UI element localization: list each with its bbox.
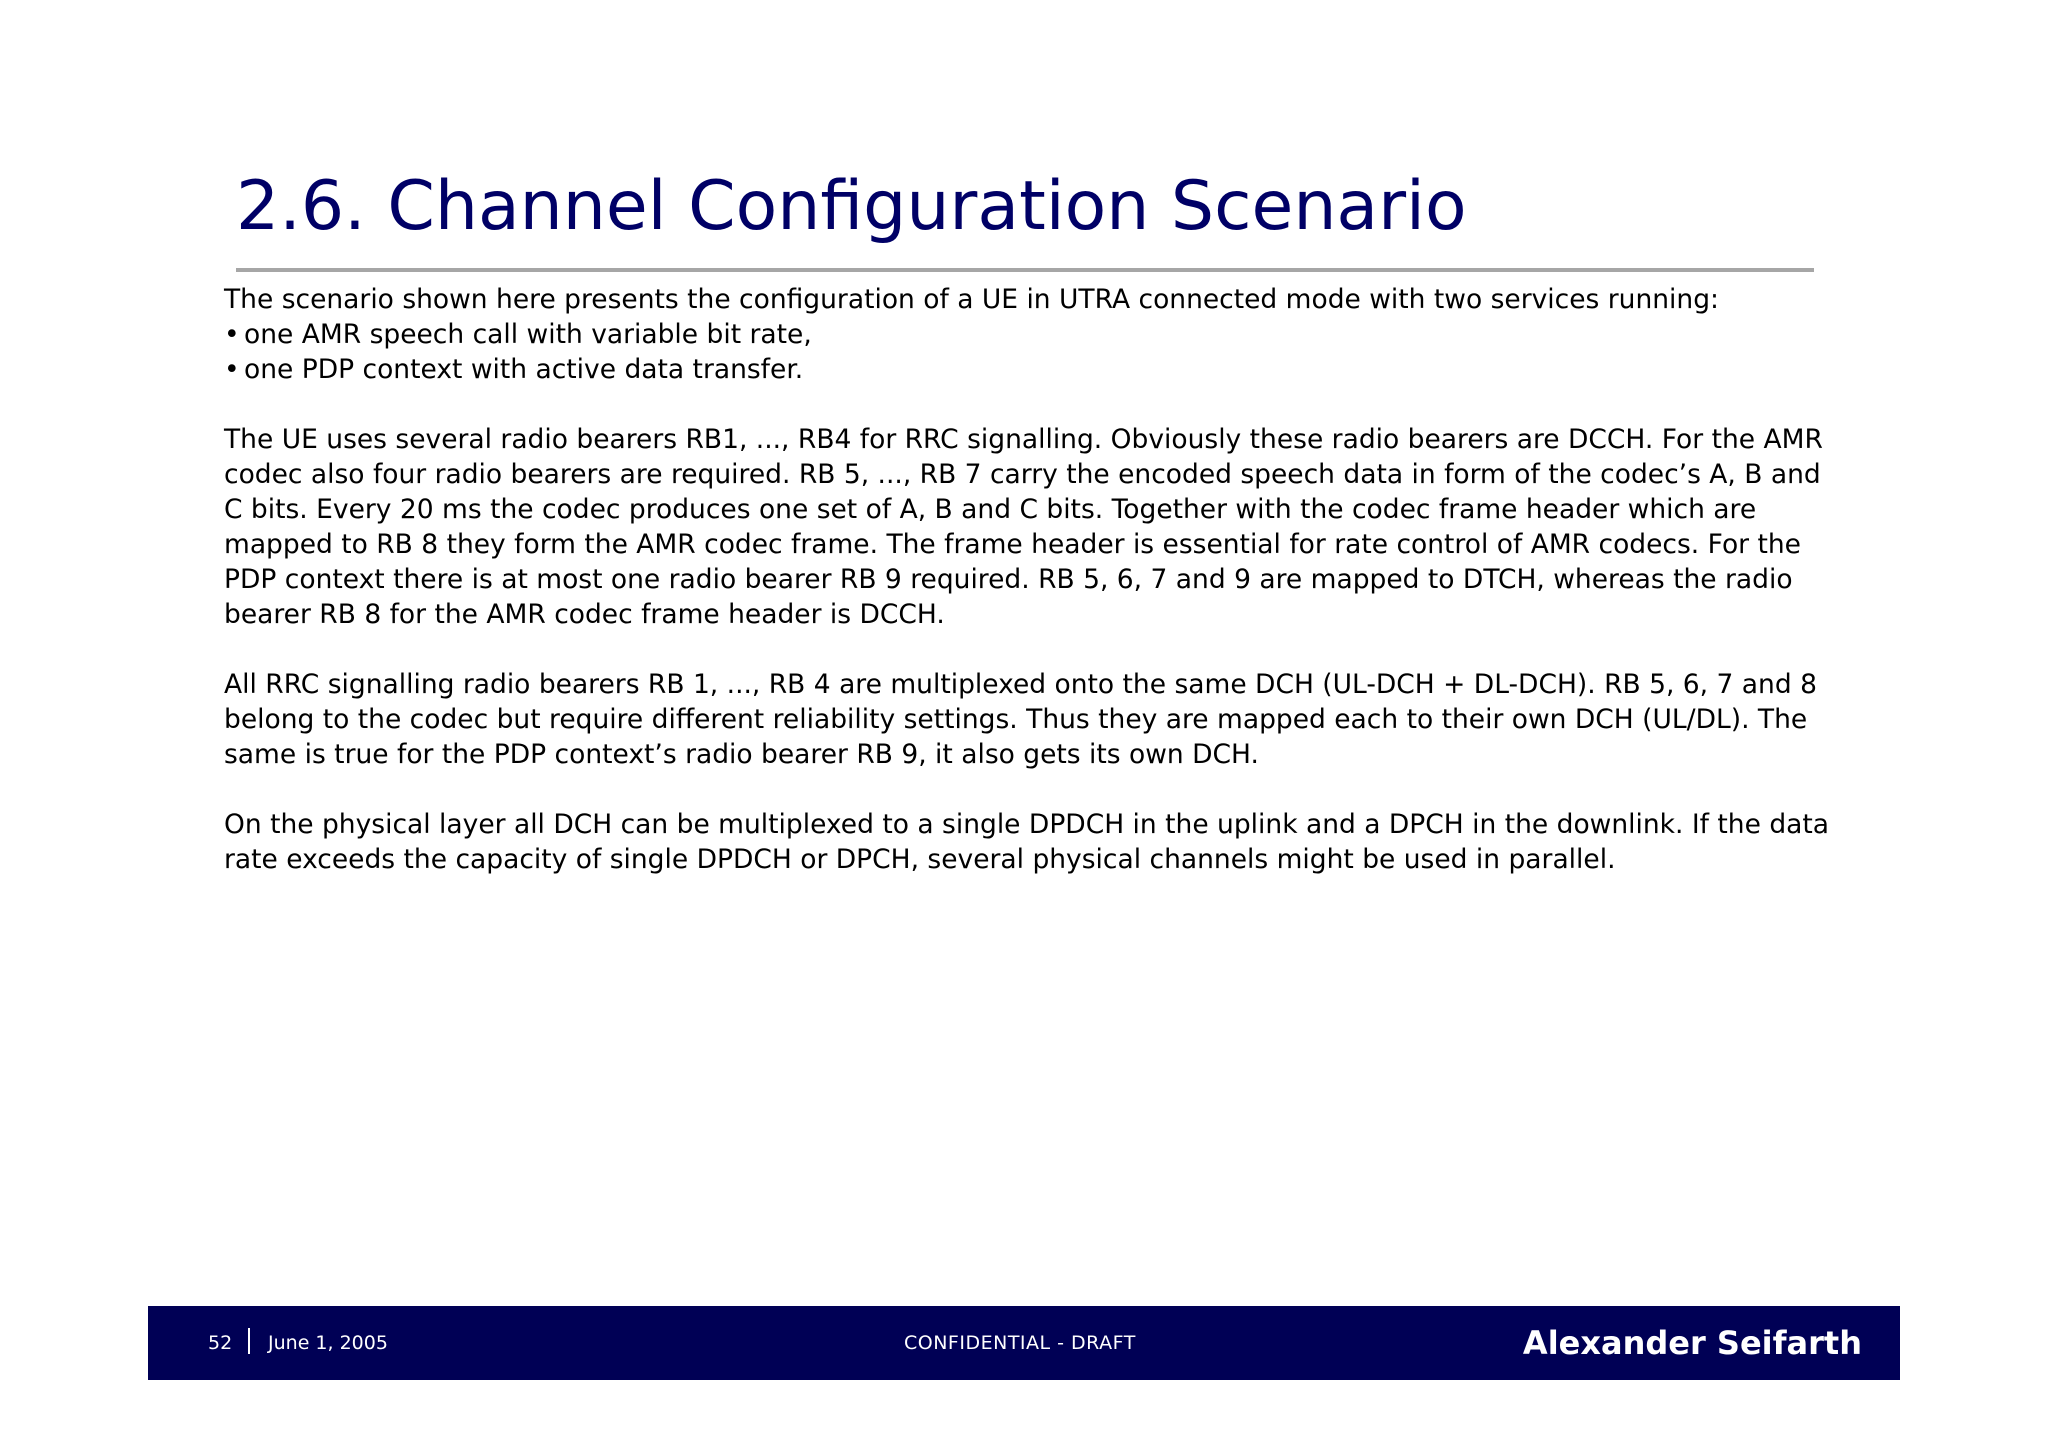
bullet-icon: •	[224, 319, 240, 350]
list-item	[224, 352, 1844, 387]
footer-separator	[248, 1328, 250, 1354]
list-item-text: one PDP context with active data transfer.	[244, 354, 804, 385]
confidential-label: CONFIDENTIAL - DRAFT	[904, 1332, 1136, 1354]
author-name: Alexander Seifarth	[1522, 1324, 1862, 1362]
radio-bearers-paragraph: The UE uses several radio bearers RB1, ..., RB4 for RRC signalling. Obviously these radio bearers are DCCH. For the AMR codec also four radio bearers are required. RB 5, ..., RB 7 carry the encoded speech data in form of the codec’s A, B and C bits. Every 20 ms the codec produces one set of A, B and C bits. Together with the codec frame header which are mapped to RB 8 they form the AMR codec frame. The frame header is essential for rate control of AMR codecs. For the PDP context there is at most one radio bearer RB 9 required. RB 5, 6, 7 and 9 are mapped to DTCH, whereas the radio bearer RB 8 for the AMR codec frame header is DCCH.	[224, 424, 1823, 630]
title-divider	[236, 268, 1814, 272]
multiplexing-paragraph: All RRC signalling radio bearers RB 1, ..., RB 4 are multiplexed onto the same DCH (UL-DCH + DL-DCH). RB 5, 6, 7 and 8 belong to the codec but require different reliability settings. Thus they are mapped each to their own DCH (UL/DL). The same is true for the PDP context’s radio bearer RB 9, it also gets its own DCH.	[224, 669, 1817, 770]
slide-title: 2.6. Channel Configuration Scenario	[236, 167, 1467, 246]
list-item	[224, 317, 1844, 352]
list-item-text: one AMR speech call with variable bit rate,	[244, 319, 812, 350]
services-list	[224, 317, 1844, 387]
bullet-icon: •	[224, 354, 240, 385]
physical-layer-paragraph: On the physical layer all DCH can be multiplexed to a single DPDCH in the uplink and a DPCH in the downlink. If the data rate exceeds the capacity of single DPDCH or DPCH, several physical channels might be used in parallel.	[224, 809, 1830, 875]
slide-body	[224, 282, 1844, 912]
intro-paragraph: The scenario shown here presents the configuration of a UE in UTRA connected mode with two services running:	[224, 284, 1719, 315]
footer-bar	[148, 1306, 1900, 1380]
footer-date: June 1, 2005	[268, 1332, 388, 1354]
page-number: 52	[208, 1332, 233, 1354]
